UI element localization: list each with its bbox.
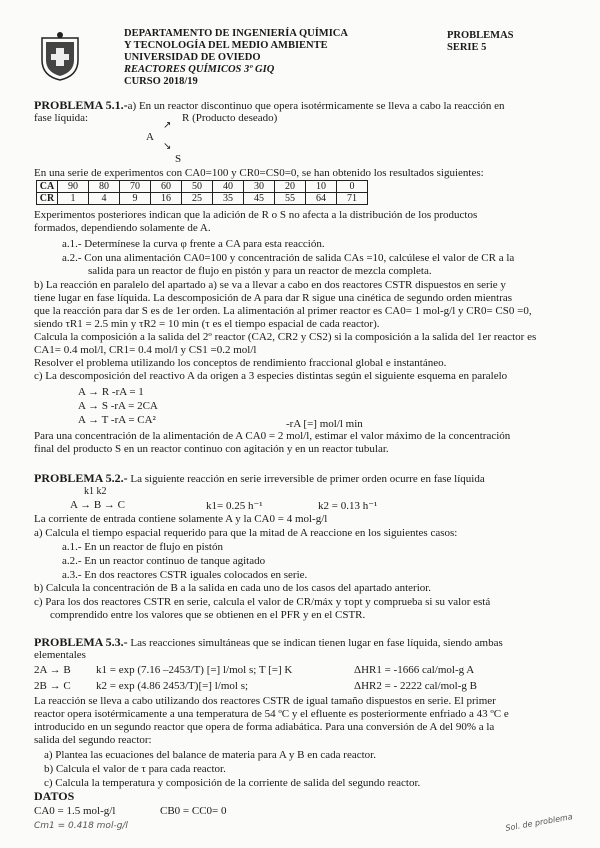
p1-c2: Para una concentración de la alimentación de A CA0 = 2 mol/l, estimar el valor máximo de la concentración [34,430,511,442]
table-cell: 25 [182,193,213,205]
p2-c1: c) Para los dos reactores CSTR en serie, calcula el valor de CR/máx y τopt y comprueba si su valor está [34,596,491,608]
p1-scheme-s: S [175,153,182,165]
p1-b5: Calcula la composición a la salida del 2º reactor (CA2, CR2 y CS2) si la composición a la salida del 1er reactor es [34,331,537,343]
table-row [37,181,368,193]
p2-a1: a.1.- En un reactor de flujo en pistón [62,541,223,553]
table-cell: 9 [120,193,151,205]
p1-arrow-up: ↗ [163,120,172,131]
p1-b7: Resolver el problema utilizando los conceptos de rendimiento fraccional global e instantáneo. [34,357,447,369]
p1-c1: c) La descomposición del reactivo A da origen a 3 especies distintas según el siguiente esquema en paralelo [34,370,508,382]
p1-b3: que la reacción para dar S es de 1er orden. La alimentación al primer reactor es CA0= 1 mol-g/l y CR0= CS0 =0, [34,305,532,317]
p1-b6: CA1= 0.4 mol/l, CR1= 0.4 mol/l y CS1 =0.2 mol/l [34,344,257,356]
p2-b: b) Calcula la concentración de B a la salida en cada uno de los casos del apartado anterior. [34,582,432,594]
header-course: REACTORES QUÍMICOS 3º GIQ [124,64,275,75]
p3-t4: salida del segundo reactor: [34,734,152,746]
p1-a2: a.2.- Con una alimentación CA0=100 y concentración de salida CAs =10, calcúlese el valor de CR a la [62,252,515,264]
p3-r2h: ΔHR2 = - 2222 cal/mol-g B [354,680,477,692]
p1-c-units: -rA [=] mol/l min [286,418,363,430]
p2-a: a) Calcula el tiempo espacial requerido para que la mitad de A reaccione en los siguientes casos: [34,527,458,539]
header-university: UNIVERSIDAD DE OVIEDO [124,52,261,63]
table-cell: 10 [306,181,337,193]
handwritten-note: Cm1 = 0.418 mol-g/l [34,821,128,831]
p1-after1: Experimentos posteriores indican que la adición de R o S no afecta a la distribución de los productos [34,209,478,221]
p2-c2: comprendido entre los valores que se obtienen en el PFR y en el CSTR. [50,609,366,621]
p3-qa: a) Plantea las ecuaciones del balance de materia para A y B en cada reactor. [44,749,376,761]
p1-a2b: salida para un reactor de flujo en pistón y para un reactor de mezcla completa. [88,265,432,277]
table-head-ca: CA [37,181,58,193]
handwritten-note-2: Sol. de problema [504,812,574,833]
p2-k-labels: k1 k2 [84,486,107,497]
p3-intro2: elementales [34,649,86,661]
table-cell: 1 [58,193,89,205]
table-cell: 70 [120,181,151,193]
table-cell: 20 [275,181,306,193]
p1-exp-line: En una serie de experimentos con CA0=100 y CR0=CS0=0, se han obtenido los resultados siguientes: [34,167,484,179]
p3-intro: PROBLEMA 5.3.- Las reacciones simultáneas que se indican tienen lugar en fase líquida, siendo ambas [34,635,503,649]
p3-r2: 2B → C [34,680,71,692]
p3-r2k: k2 = exp (4.86 2453/T)[=] l/mol s; [96,680,249,692]
table-cell: 4 [89,193,120,205]
p2-feed: La corriente de entrada contiene solamente A y la CA0 = 4 mol-g/l [34,513,328,525]
header-dept-2: Y TECNOLOGÍA DEL MEDIO AMBIENTE [124,40,328,51]
header-year: CURSO 2018/19 [124,76,198,87]
table-cell: 71 [337,193,368,205]
p1-c-r3: A → T -rA = CA² [78,414,156,426]
p1-intro: PROBLEMA 5.1.-a) En un reactor discontinuo que opera isotérmicamente se lleva a cabo la reacción en [34,98,505,112]
p3-r1k: k1 = exp (7.16 –2453/T) [=] l/mol s; T [=] K [96,664,293,676]
header-series: SERIE 5 [447,42,487,53]
p3-qb: b) Calcula el valor de τ para cada reactor. [44,763,226,775]
p3-d1: CA0 = 1.5 mol-g/l [34,805,116,817]
table-cell: 30 [244,181,275,193]
p3-qc: c) Calcula la temperatura y composición de la corriente de salida del segundo reactor. [44,777,421,789]
p3-r1: 2A → B [34,664,71,676]
p1-data-table [36,180,368,205]
p1-b4: siendo τR1 = 2.5 min y τR2 = 10 min (τ es el tiempo espacial de cada reactor). [34,318,380,330]
p2-intro: PROBLEMA 5.2.- La siguiente reacción en serie irreversible de primer orden ocurre en fase líquida [34,471,485,485]
p3-t2: reactor opera isotérmicamente a una temperatura de 54 ºC y el efluente es posteriormente enfriado a 43 ºC e [34,708,509,720]
p1-after2: formados, dependiendo solamente de A. [34,222,211,234]
table-head-cr: CR [37,193,58,205]
p1-c-r2: A → S -rA = 2CA [78,400,158,412]
p3-t3: introducido en un segundo reactor que opera de forma adiabática. Para una conversión de A del 90% a la [34,721,495,733]
p3-t1: La reacción se lleva a cabo utilizando dos reactores CSTR de igual tamaño dispuestos en serie. El primer [34,695,496,707]
p1-scheme-r: R (Producto deseado) [182,112,278,124]
p3-r1h: ΔHR1 = -1666 cal/mol-g A [354,664,475,676]
table-cell: 0 [337,181,368,193]
table-cell: 50 [182,181,213,193]
table-cell: 64 [306,193,337,205]
table-row [37,193,368,205]
p2-scheme: A → B → C [70,499,126,511]
p3-d2: CB0 = CC0= 0 [160,805,227,817]
p1-c-r1: A → R -rA = 1 [78,386,144,398]
p2-k1: k1= 0.25 h⁻¹ [206,500,263,512]
table-cell: 40 [213,181,244,193]
p2-a3: a.3.- En dos reactores CSTR iguales colocados en serie. [62,569,308,581]
p1-intro2: fase líquida: [34,112,89,124]
table-cell: 80 [89,181,120,193]
p1-b2: tiene lugar en fase líquida. La descomposición de A para dar R sigue una cinética de segundo orden mientras [34,292,513,304]
p2-k2: k2 = 0.13 h⁻¹ [318,500,378,512]
p1-b1: b) La reacción en paralelo del apartado a) se va a llevar a cabo en dos reactores CSTR dispuestos en serie y [34,279,506,291]
table-cell: 55 [275,193,306,205]
table-cell: 16 [151,193,182,205]
p1-scheme-a: A [146,131,154,143]
table-cell: 35 [213,193,244,205]
university-seal [36,30,84,82]
p1-arrow-down: ↘ [163,141,172,152]
p3-datos: DATOS [34,789,75,803]
header-doc-type: PROBLEMAS [447,30,514,41]
table-cell: 60 [151,181,182,193]
p2-a2: a.2.- En un reactor continuo de tanque agitado [62,555,266,567]
table-cell: 45 [244,193,275,205]
p1-c3: final del producto S en un reactor continuo con agitación y en un reactor tubular. [34,443,389,455]
header-dept-1: DEPARTAMENTO DE INGENIERÍA QUÍMICA [124,28,348,39]
table-cell: 90 [58,181,89,193]
p1-a1: a.1.- Determínese la curva φ frente a CA para esta reacción. [62,238,325,250]
